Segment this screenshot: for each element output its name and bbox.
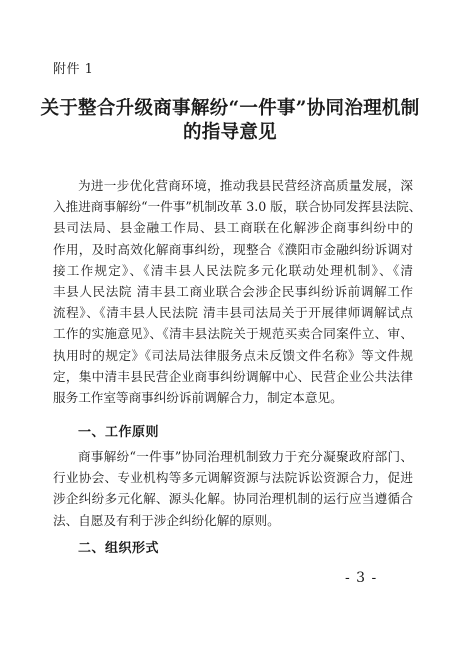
intro-line: 入推进商事解纷“一件事”机制改革 3.0 版，联合协同发挥县法院、 bbox=[53, 199, 422, 215]
section-heading-organization: 二、组织形式 bbox=[78, 541, 160, 556]
principles-line: 涉企纠纷多元化解、源头化解。协同治理机制的运行应当遵循合 bbox=[53, 491, 413, 507]
intro-paragraph bbox=[53, 175, 422, 408]
intro-line: 县司法局、县金融工作局、县工商联在化解涉企商事纠纷中的 bbox=[53, 220, 413, 236]
intro-line: 丰县人民法院 清丰县工商业联合会涉企民事纠纷诉前调解工作 bbox=[53, 284, 413, 300]
document-title-line-1: 关于整合升级商事解纷“一件事”协同治理机制 bbox=[40, 98, 420, 119]
page-number: - 3 - bbox=[345, 570, 378, 586]
section-heading-principles: 一、工作原则 bbox=[78, 425, 160, 440]
intro-line: 为进一步优化营商环境，推动我县民营经济高质量发展，深 bbox=[78, 178, 413, 193]
document-title-line-2: 的指导意见 bbox=[182, 122, 277, 143]
intro-line: 接工作规定》、《清丰县人民法院多元化联动处理机制》、《清 bbox=[53, 262, 413, 278]
intro-line: 流程》、《清丰县人民法院 清丰县司法局关于开展律师调解试点 bbox=[53, 305, 413, 321]
intro-line: 定，集中清丰县民营企业商事纠纷调解中心、民营企业公共法律 bbox=[53, 368, 413, 384]
intro-line: 服务工作室等商事纠纷诉前调解合力，制定本意见。 bbox=[53, 390, 343, 406]
principles-line: 商事解纷“一件事”协同治理机制致力于充分凝聚政府部门、 bbox=[78, 449, 413, 464]
principles-line: 法、自愿及有利于涉企纠纷化解的原则。 bbox=[53, 512, 280, 528]
intro-line: 作用，及时高效化解商事纠纷，现整合《濮阳市金融纠纷诉调对 bbox=[53, 241, 413, 257]
attachment-label: 附件 1 bbox=[53, 62, 94, 77]
principles-line: 行业协会、专业机构等多元调解资源与法院诉讼资源合力，促进 bbox=[53, 470, 413, 486]
principles-paragraph bbox=[53, 446, 413, 531]
intro-line: 工作的实施意见》、《清丰县法院关于规范买卖合同案件立、审、 bbox=[53, 326, 413, 342]
intro-line: 执用时的规定》《司法局法律服务点未反馈文件名称》等文件规 bbox=[53, 347, 413, 363]
